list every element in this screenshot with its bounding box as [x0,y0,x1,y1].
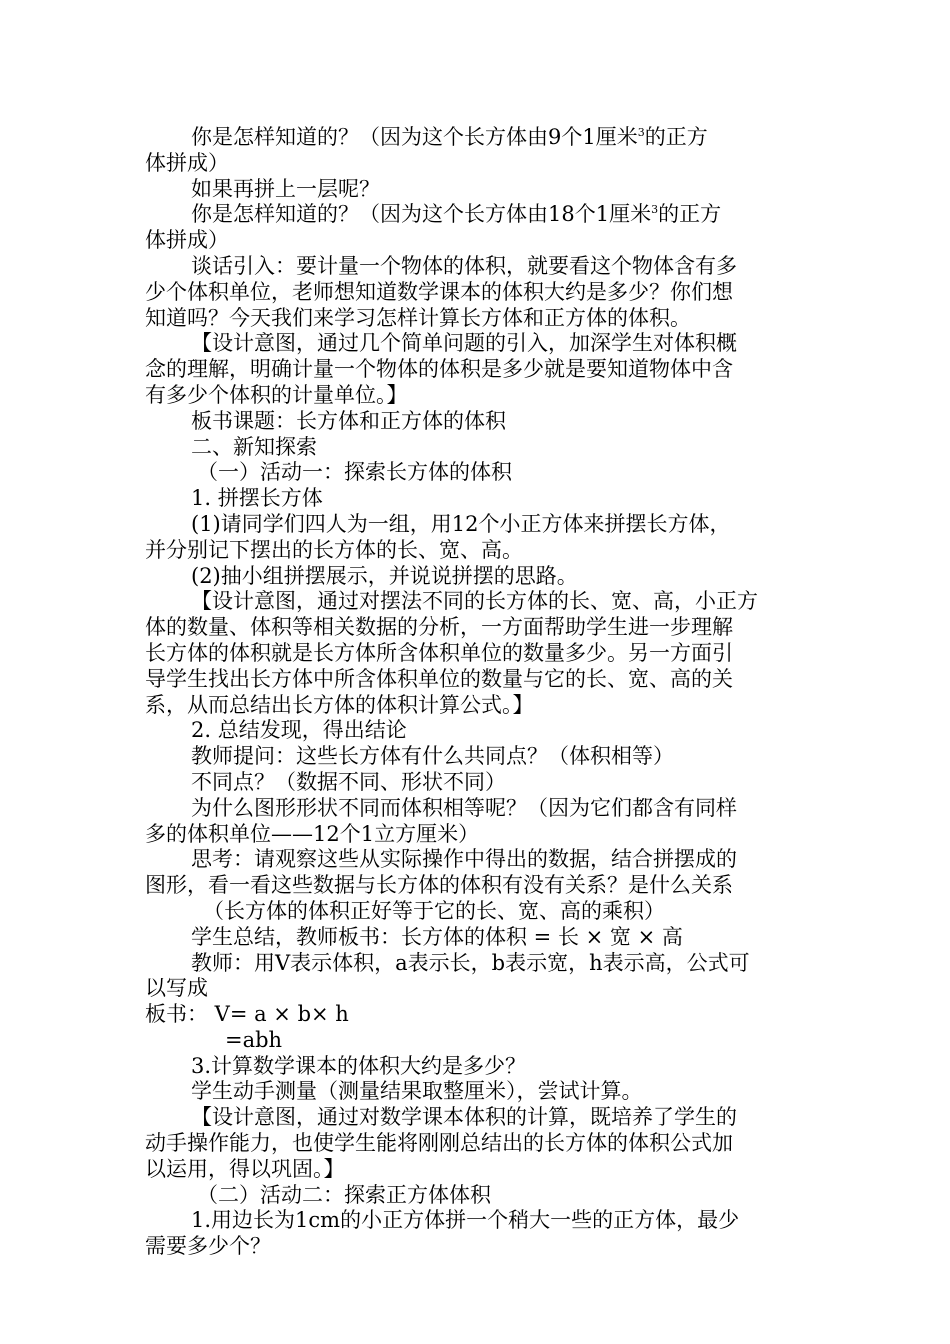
text-line [145,693,810,719]
text-line [145,615,810,641]
text-line-content: 1.用边长为1cm的小正方体拼一个稍大一些的正方体，最少 [191,1208,740,1233]
text-line-content: 二、新知探索 [191,434,317,459]
text-line [145,667,810,693]
superscript: 3 [637,126,645,139]
text-line-content: 教师：用V表示体积，a表示长，b表示宽，h表示高，公式可 [191,950,750,975]
text-line-content: 体的数量、体积等相关数据的分析，一方面帮助学生进一步理解 [145,615,733,640]
text-line-content: 图形，看一看这些数据与长方体的体积有没有关系？是什么关系 [145,873,733,898]
text-line-tail: 的正方 [658,202,722,227]
text-line [145,1208,810,1234]
text-line [145,538,810,564]
text-line [145,873,810,899]
text-line-content: 【设计意图，通过对摆法不同的长方体的长、宽、高，小正方 [191,589,758,614]
text-line-content: 以运用，得以巩固。】 [145,1156,345,1181]
superscript: 3 [651,203,659,217]
text-line-content: 板书课题：长方体和正方体的体积 [191,408,506,433]
text-line-content: 学生动手测量（测量结果取整厘米），尝试计算。 [191,1079,643,1104]
text-line-content: 多的体积单位——12个1立方厘米） [145,821,480,846]
text-line-content: 为什么图形形状不同而体积相等呢？（因为它们都含有同样 [191,795,737,820]
text-line-content: (1)请同学们四人为一组，用12个小正方体来拼摆长方体， [191,511,731,536]
text-line [145,409,810,435]
text-line-content: 系，从而总结出长方体的体积计算公式。】 [145,692,534,717]
text-line-content: 1. 拼摆长方体 [191,486,323,511]
text-line [145,383,810,409]
text-line-content: (2)抽小组拼摆展示，并说说拼摆的思路。 [191,563,578,588]
text-line-content: 如果再拼上一层呢？ [191,176,380,201]
text-line [145,228,810,254]
text-line [145,151,810,177]
text-line [145,847,810,873]
text-line-content: 板书： V= a × b× h [145,1002,349,1027]
text-line [145,1183,810,1209]
text-line [145,331,810,357]
text-line-content: 少个体积单位，老师想知道数学课本的体积大约是多少？你们想 [145,279,733,304]
text-line-content: 导学生找出长方体中所含体积单位的数量与它的长、宽、高的关 [145,666,733,691]
text-line [145,306,810,332]
text-line-content: =abh [225,1027,283,1052]
text-line-tail: 的正方 [644,125,708,149]
text-line [145,177,810,203]
text-line [145,1131,810,1157]
text-line [145,589,810,615]
text-line-content: 以写成 [145,976,208,1001]
text-line [145,822,810,848]
text-line-content: （长方体的体积正好等于它的长、宽、高的乘积） [203,898,665,923]
text-line [145,744,810,770]
text-line-content: 动手操作能力，也使学生能将刚刚总结出的长方体的体积公式加 [145,1131,733,1156]
text-line [145,460,810,486]
text-line [145,486,810,512]
text-line-content: 体拼成） [145,150,229,175]
text-line-content: 念的理解，明确计量一个物体的体积是多少就是要知道物体中含 [145,357,733,382]
text-line [145,925,810,951]
text-line [145,899,810,925]
text-line [145,718,810,744]
text-line [145,125,810,151]
text-line-content: 【设计意图，通过对数学课本体积的计算，既培养了学生的 [191,1105,737,1130]
text-line [145,1234,810,1260]
text-line [145,202,810,228]
text-line-content: 思考：请观察这些从实际操作中得出的数据，结合拼摆成的 [191,847,737,872]
text-line-content: 知道吗？今天我们来学习怎样计算长方体和正方体的体积。 [145,305,691,330]
text-line [145,976,810,1002]
text-line-content: 2. 总结发现，得出结论 [191,718,407,743]
text-line-content: 有多少个体积的计量单位。】 [145,382,408,407]
text-line-content: 你是怎样知道的？（因为这个长方体由9个1厘米 [191,125,638,149]
text-line [145,357,810,383]
text-line [145,770,810,796]
text-line-content: 不同点？（数据不同、形状不同） [191,769,506,794]
text-line [145,564,810,590]
text-line [145,796,810,822]
text-line-content: 谈话引入：要计量一个物体的体积，就要看这个物体含有多 [191,253,737,278]
text-line [145,254,810,280]
text-line-content: （一）活动一：探索长方体的体积 [197,460,512,485]
text-line-content: 体拼成） [145,228,229,253]
text-line-content: 【设计意图，通过几个简单问题的引入，加深学生对体积概 [191,331,737,356]
text-line-content: 需要多少个？ [145,1234,271,1259]
text-line [145,1157,810,1183]
text-line-content: 教师提问：这些长方体有什么共同点？（体积相等） [191,744,674,769]
text-line [145,435,810,461]
text-line [145,951,810,977]
text-line [145,1002,810,1028]
text-line-content: 长方体的体积就是长方体所含体积单位的数量多少。另一方面引 [145,640,733,665]
text-line [145,512,810,538]
text-line-content: 学生总结，教师板书：长方体的体积 = 长 × 宽 × 高 [191,924,683,949]
text-line-content: 并分别记下摆出的长方体的长、宽、高。 [145,537,523,562]
document-body [145,125,810,1260]
text-line [145,1028,810,1054]
text-line [145,1054,810,1080]
text-line [145,1105,810,1131]
text-line [145,280,810,306]
text-line [145,641,810,667]
text-line-content: 3.计算数学课本的体积大约是多少？ [191,1053,527,1078]
text-line [145,1079,810,1105]
text-line-content: （二）活动二：探索正方体体积 [197,1182,491,1207]
text-line-content: 你是怎样知道的？（因为这个长方体由18个1厘米 [191,202,652,227]
